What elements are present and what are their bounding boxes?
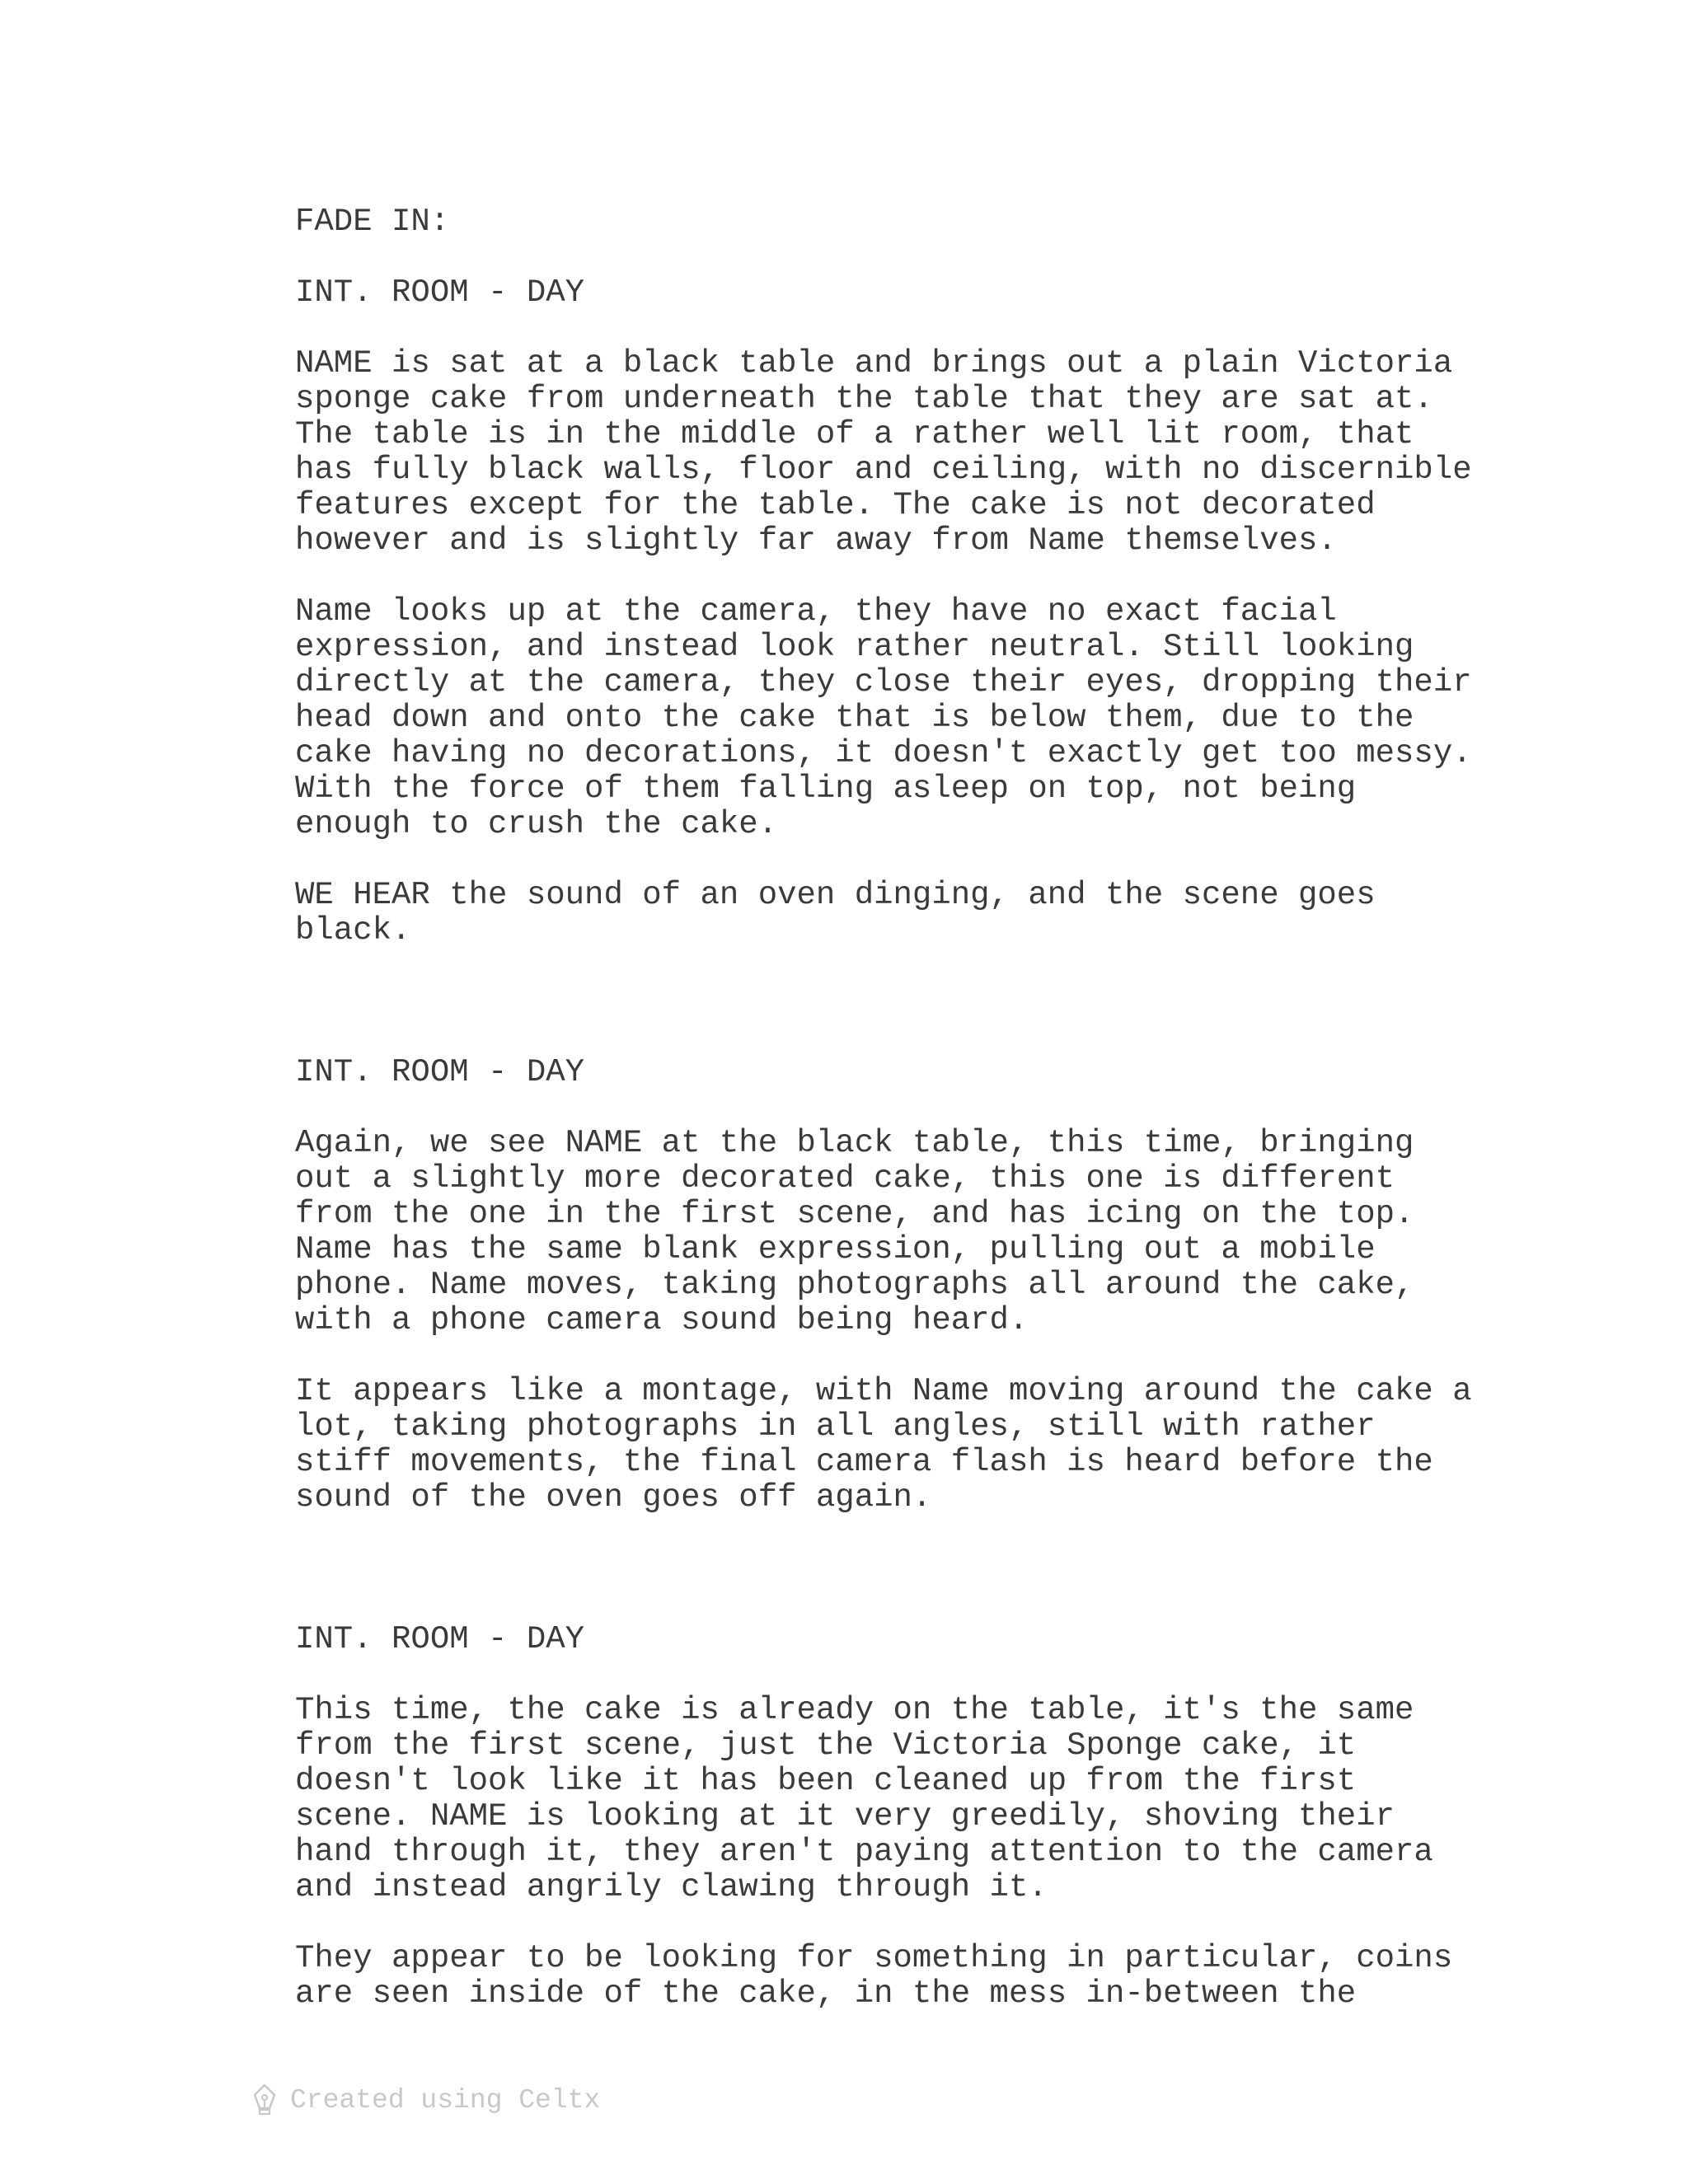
action-paragraph: They appear to be looking for something in particular, coins are seen inside of the cake, in the mess in-between the bbox=[295, 1940, 1453, 2012]
screenplay-body bbox=[295, 204, 1515, 2012]
action-paragraph: NAME is sat at a black table and brings out a plain Victoria sponge cake from underneath the table that they are sat at. The table is in the middle of a rather well lit room, that has fully black walls, floor and ceiling, with no discernible features except for the table. The cake is not decorated however and is slightly far away from Name themselves. bbox=[295, 345, 1472, 559]
scene-heading: INT. ROOM - DAY bbox=[295, 274, 585, 311]
action-paragraph: This time, the cake is already on the table, it's the same from the first scene, just the Victoria Sponge cake, it doesn't look like it has been cleaned up from the first scene. NAME is looking at it very greedily, shoving their hand through it, they aren't paying attention to the camera and instead angrily clawing through it. bbox=[295, 1692, 1433, 1905]
celtx-footer bbox=[252, 2083, 600, 2116]
scene-heading: INT. ROOM - DAY bbox=[295, 1621, 585, 1657]
action-paragraph: WE HEAR the sound of an oven dinging, and the scene goes black. bbox=[295, 877, 1376, 949]
footer-text: Created using Celtx bbox=[290, 2084, 601, 2116]
action-paragraph: It appears like a montage, with Name moving around the cake a lot, taking photographs in all angles, still with rather stiff movements, the final camera flash is heard before the sound of the oven goes off again. bbox=[295, 1373, 1472, 1516]
action-paragraph: Name looks up at the camera, they have no exact facial expression, and instead look rather neutral. Still looking directly at the camera, they close their eyes, dropping their head down and onto the cake that is below them, due to the cake having no decorations, it doesn't exactly get too messy. With the force of them falling asleep on top, not being enough to crush the cake. bbox=[295, 593, 1472, 842]
scene-heading: INT. ROOM - DAY bbox=[295, 1054, 585, 1090]
action-paragraph: Again, we see NAME at the black table, this time, bringing out a slightly more decorated cake, this one is different from the one in the first scene, and has icing on the top. Name has the same blank expression, pulling out a mobile phone. Name moves, taking photographs all around the cake, with a phone camera sound being heard. bbox=[295, 1125, 1414, 1338]
celtx-pen-nib-icon bbox=[252, 2083, 277, 2116]
transition: FADE IN: bbox=[295, 204, 450, 240]
